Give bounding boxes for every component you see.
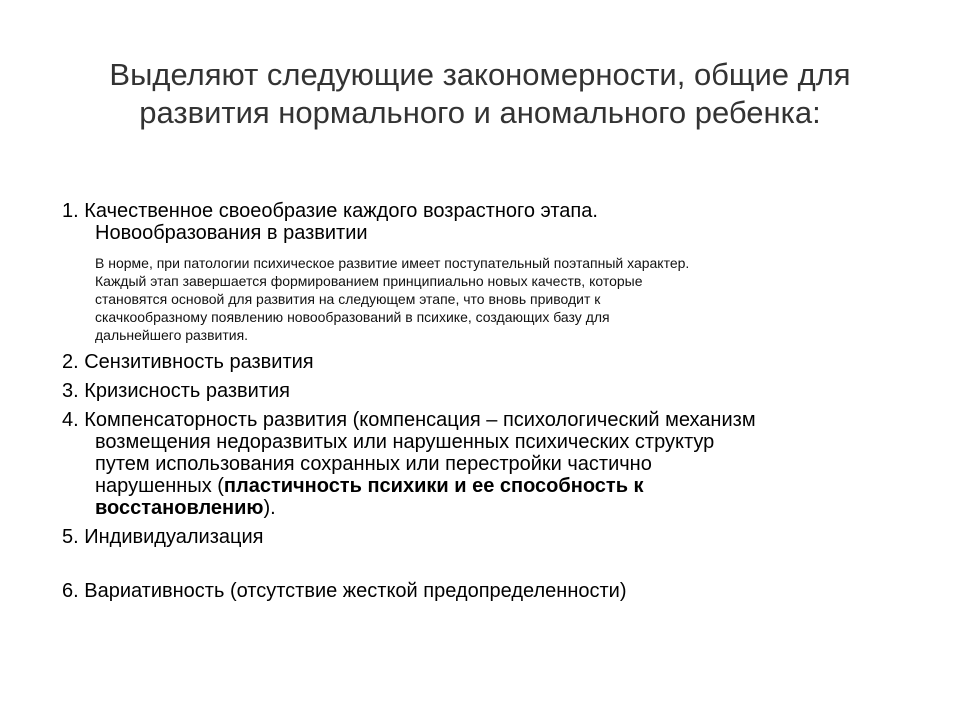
list-item-3: 3. Кризисность развития: [62, 380, 290, 402]
list-item-4-line-4: [62, 475, 912, 497]
note-line-2: Каждый этап завершается формированием принципиально новых качеств, которые: [95, 273, 643, 289]
note-line-1: В норме, при патологии психическое развитие имеет поступательный поэтапный характер.: [95, 255, 690, 271]
list-item-4-line-5-bold: восстановлению: [95, 497, 264, 519]
list-item-4-line-2: возмещения недоразвитых или нарушенных психических структур: [95, 431, 715, 453]
list-item-4-line-5-suffix: ).: [263, 497, 276, 519]
slide-title: [60, 56, 900, 132]
list-item-2: 2. Сензитивность развития: [62, 351, 314, 373]
list-item-4-line-5: [62, 497, 912, 519]
note-line-5: дальнейшего развития.: [95, 327, 249, 343]
list-item-1-line-1: 1. Качественное своеобразие каждого возрастного этапа.: [62, 200, 598, 222]
list-item-1-note: [62, 254, 912, 344]
list-item-1: [62, 200, 912, 244]
list-item-4-line-4-prefix: нарушенных (: [95, 475, 224, 497]
title-line-1: Выделяют следующие закономерности, общие для: [109, 57, 851, 92]
slide-body: [62, 200, 912, 602]
list-item-4-line-3: путем использования сохранных или перестройки частично: [95, 453, 652, 475]
list-item-1-line-2: Новообразования в развитии: [95, 222, 368, 244]
list-item-4: [62, 409, 912, 519]
list-item-6: 6. Вариативность (отсутствие жесткой предопределенности): [62, 580, 627, 602]
list-item-4-line-1: 4. Компенсаторность развития (компенсация – психологический механизм: [62, 409, 756, 431]
list-item-5: 5. Индивидуализация: [62, 526, 264, 548]
note-line-3: становятся основой для развития на следующем этапе, что вновь приводит к: [95, 291, 601, 307]
list-item-4-line-4-bold: пластичность психики и ее способность к: [223, 475, 644, 497]
title-line-2: развития нормального и аномального ребенка:: [139, 95, 821, 130]
note-line-4: скачкообразному появлению новообразований в психике, создающих базу для: [95, 309, 610, 325]
